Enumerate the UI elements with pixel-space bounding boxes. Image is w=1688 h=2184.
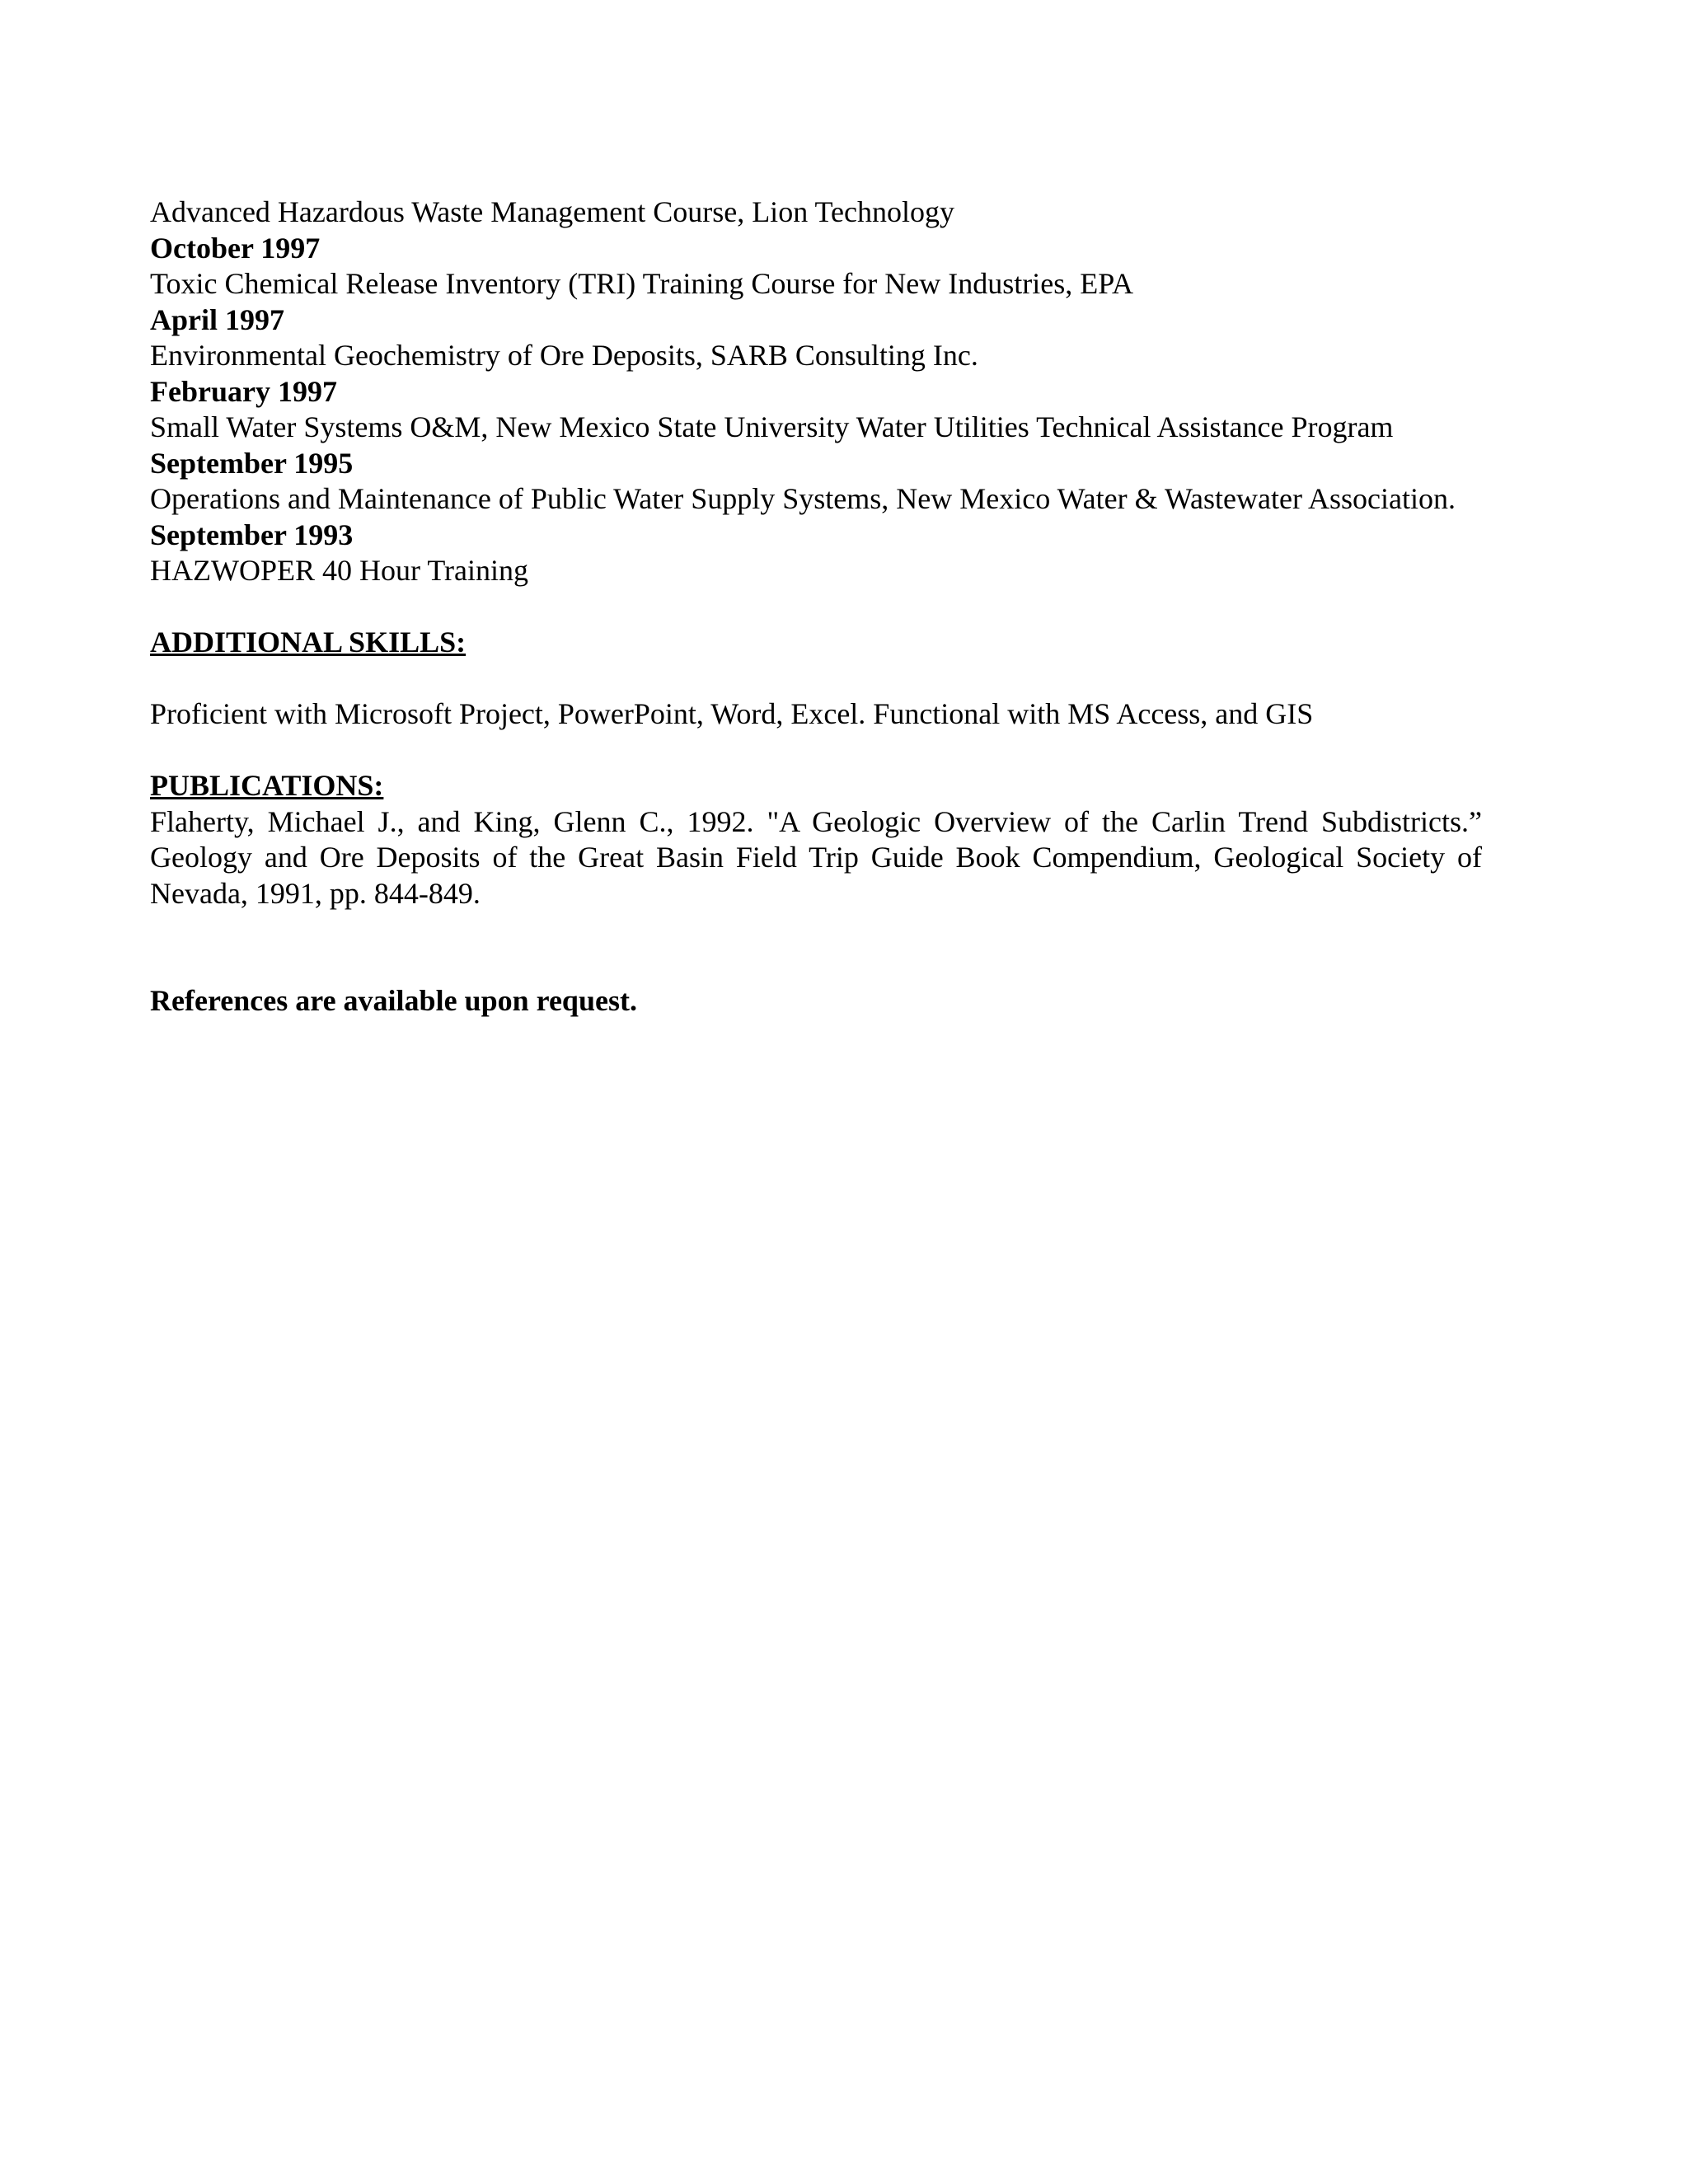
training-course: Toxic Chemical Release Inventory (TRI) Training Course for New Industries, EPA — [150, 267, 1133, 300]
training-date: October 1997 — [150, 231, 321, 265]
training-course: Small Water Systems O&M, New Mexico State University Water Utilities Technical Assistance Program — [150, 410, 1394, 443]
training-date: September 1995 — [150, 446, 354, 480]
training-course: Operations and Maintenance of Public Water Supply Systems, New Mexico Water & Wastewater Association. — [150, 482, 1456, 515]
training-date: September 1993 — [150, 518, 354, 551]
additional-skills-heading: ADDITIONAL SKILLS: — [150, 626, 467, 658]
publications-heading: PUBLICATIONS: — [150, 769, 384, 802]
training-date: April 1997 — [150, 302, 285, 336]
training-course: HAZWOPER 40 Hour Training — [150, 554, 529, 587]
training-course: Environmental Geochemistry of Ore Deposits, SARB Consulting Inc. — [150, 339, 978, 372]
additional-skills-text: Proficient with Microsoft Project, PowerPoint, Word, Excel. Functional with MS Access, and GIS — [150, 697, 1314, 730]
resume-page — [150, 194, 1482, 1019]
training-course: Advanced Hazardous Waste Management Course, Lion Technology — [150, 195, 954, 228]
publication-entry: Flaherty, Michael J., and King, Glenn C., 1992. "A Geologic Overview of the Carlin Trend Subdistricts.” Geology and Ore Deposits of the Great Basin Field Trip Guide Book Compendium, Geological Society of Nevada, 1991, pp. 844-849. — [150, 804, 1482, 910]
references-note: References are available upon request. — [150, 984, 637, 1017]
training-date: February 1997 — [150, 374, 337, 408]
